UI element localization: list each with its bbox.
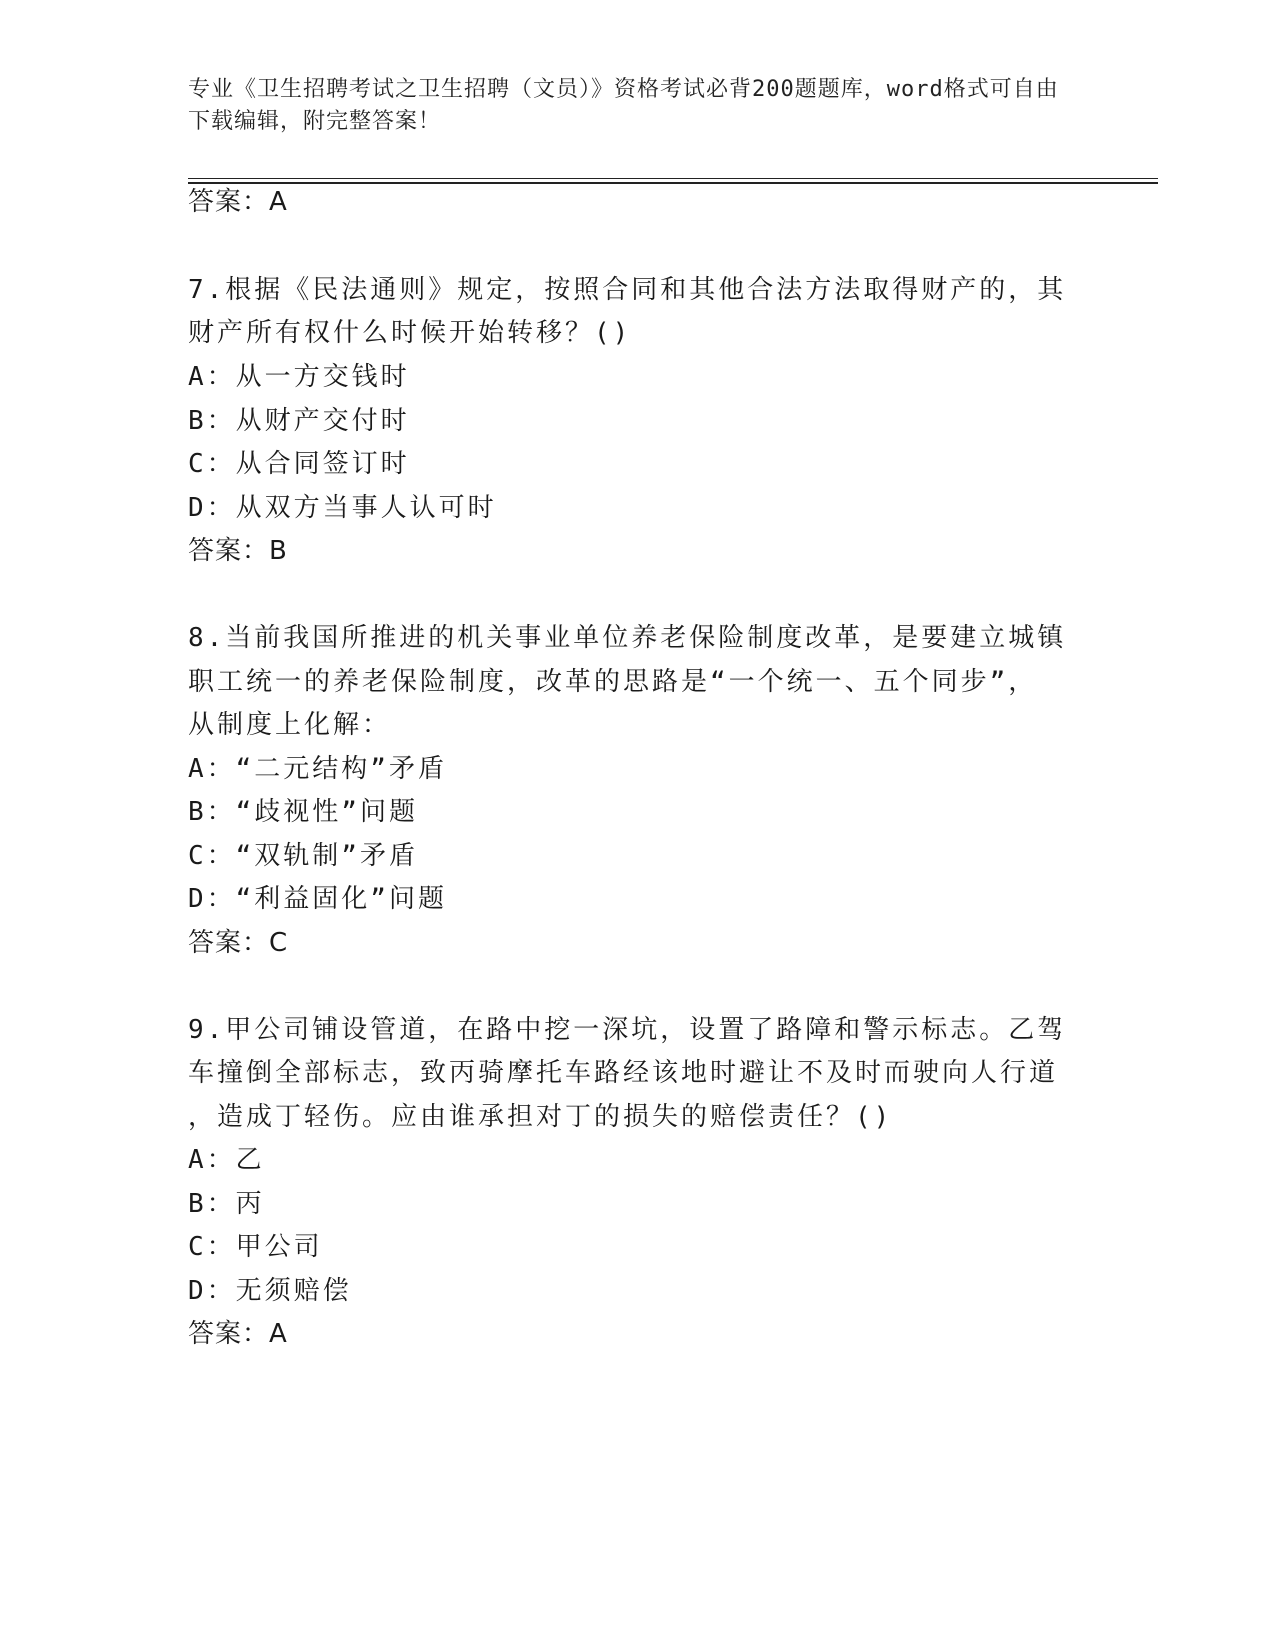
- answer-label: 答案：C: [188, 928, 289, 958]
- answer-label: 答案：B: [188, 536, 288, 566]
- option-d: D：无须赔偿: [188, 1276, 352, 1306]
- answer-label: 答案：A: [188, 1319, 288, 1349]
- option-c: C：甲公司: [188, 1232, 323, 1262]
- option-d: D：“利益固化”问题: [188, 884, 447, 914]
- question-stem-line: ，造成丁轻伤。应由谁承担对丁的损失的赔偿责任？(): [188, 1102, 893, 1132]
- option-a: A：乙: [188, 1145, 265, 1175]
- option-c: C：“双轨制”矛盾: [188, 841, 418, 871]
- option-d: D：从双方当事人认可时: [188, 493, 497, 523]
- option-b: B：丙: [188, 1189, 265, 1219]
- question-stem-line: 财产所有权什么时候开始转移？(): [188, 318, 632, 348]
- header-rule-thick: [188, 182, 1158, 184]
- question-stem-line: 8.当前我国所推进的机关事业单位养老保险制度改革，是要建立城镇: [188, 623, 1067, 653]
- option-c: C：从合同签订时: [188, 449, 410, 479]
- option-a: A：“二元结构”矛盾: [188, 754, 447, 784]
- question-stem-line: 职工统一的养老保险制度，改革的思路是“一个统一、五个同步”，: [188, 667, 1038, 697]
- question-stem-line: 从制度上化解：: [188, 710, 392, 740]
- option-b: B：从财产交付时: [188, 406, 410, 436]
- option-a: A：从一方交钱时: [188, 362, 410, 392]
- answer-label: 答案：A: [188, 187, 288, 217]
- question-stem-line: 车撞倒全部标志，致丙骑摩托车路经该地时避让不及时而驶向人行道: [188, 1058, 1059, 1088]
- question-stem-line: 7.根据《民法通则》规定，按照合同和其他合法方法取得财产的，其: [188, 275, 1067, 305]
- document-header: 专业《卫生招聘考试之卫生招聘（文员）》资格考试必背200题题库，word格式可自由下载编辑，附完整答案！: [188, 77, 1059, 134]
- question-stem-line: 9.甲公司铺设管道，在路中挖一深坑，设置了路障和警示标志。乙驾: [188, 1015, 1067, 1045]
- header-rule-thin: [188, 178, 1158, 179]
- option-b: B：“歧视性”问题: [188, 797, 418, 827]
